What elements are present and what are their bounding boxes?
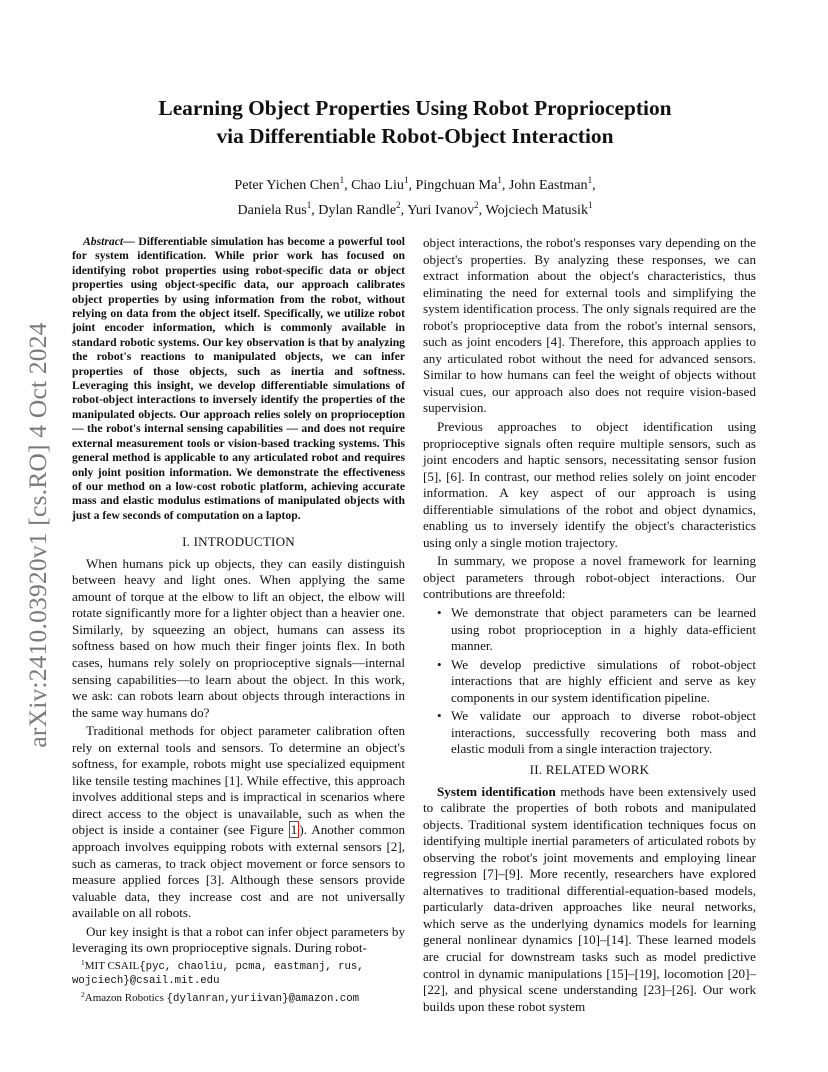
- intro-paragraph-3-continued: object interactions, the robot's responses vary depending on the object's properties. By analyzing these responses, we can extract information about the object's characteristics, thus eliminating the need for external tools and simplifying the system identification process. The only signals required are the robot's proprioceptive data from the robot's internal sensors, such as joint encoders [4]. Therefore, this approach applies to any articulated robot without the need for advanced sensors. Similar to how humans can feel the weight of objects without visual cues, our approach also does not require vision-based supervision.: [423, 235, 756, 416]
- left-column: [72, 235, 405, 959]
- list-item: • We demonstrate that object parameters can be learned using robot proprioception in a highly data-efficient manner.: [451, 605, 756, 655]
- footnotes: [72, 956, 405, 1006]
- abstract: Abstract— Differentiable simulation has become a powerful tool for system identification. While prior work has focused on identifying robot properties using robot-specific data or object properties using object-specific data, our approach calibrates object properties by using information from the robot, without relying on data from the object itself. Specifically, we utilize robot joint encoder information, which is commonly available in standard robotic systems. Our key observation is that by analyzing the robot's reactions to manipulated objects, we can infer properties of those objects, such as inertia and softness. Leveraging this insight, we develop differentiable simulations of robot-object interactions to inversely identify the properties of the manipulated objects. Our approach relies solely on proprioception — the robot's internal sensing capabilities — and does not require external measurement tools or vision-based tracking systems. This general method is applicable to any articulated robot and requires only joint position information. We demonstrate the effectiveness of our method on a low-cost robotic platform, achieving accurate mass and elastic modulus estimations of manipulated objects with just a few seconds of computation on a laptop.: [72, 235, 405, 522]
- author: Yuri Ivanov: [407, 201, 475, 218]
- author: Peter Yichen Chen: [234, 177, 340, 193]
- figure-link[interactable]: 1: [290, 822, 298, 838]
- list-item: • We validate our approach to diverse robot-object interactions, successfully recovering both mass and elastic moduli from a single interaction trajectory.: [451, 708, 756, 758]
- title-line-2: via Differentiable Robot-Object Interaction: [216, 124, 614, 148]
- intro-paragraph-3: Our key insight is that a robot can infer object parameters by leveraging its own proprioceptive signals. During robot-: [72, 923, 405, 956]
- email-list: {pyc, chaoliu, pcma, eastmanj, rus, wojciech}@csail.mit.edu: [72, 961, 364, 987]
- author: Wojciech Matusik: [485, 201, 589, 218]
- section-heading-related-work: II. RELATED WORK: [529, 761, 650, 777]
- title-line-1: Learning Object Properties Using Robot Proprioception: [158, 96, 672, 120]
- intro-paragraph-1: When humans pick up objects, they can easily distinguish between heavy and light ones. When applying the same amount of torque at the elbow to lift an object, the elbow will rotate significantly more for a lighter object than a heavier one. Similarly, by squeezing an object, humans can assess its softness based on how much their finger joints flex. In both cases, humans rely solely on proprioceptive signals—internal sensing capabilities—to learn about the object. In this work, we ask: can robots learn about objects through interactions in the same way humans do?: [72, 555, 405, 720]
- author-line-1: Peter Yichen Chen$^1$, Chao Liu$^1$, Pingchuan Ma$^1$, John Eastman$^1$,: [234, 175, 596, 193]
- author: Pingchuan Ma: [415, 177, 498, 193]
- intro-paragraph-5: In summary, we propose a novel framework for learning object parameters through robot-object interactions. Our contributions are threefold:: [423, 553, 756, 602]
- author: Dylan Randle: [318, 201, 397, 218]
- section-heading-introduction: I. INTRODUCTION: [182, 534, 295, 550]
- author: Chao Liu: [351, 177, 404, 193]
- intro-paragraph-4: Previous approaches to object identification using proprioceptive signals often require multiple sensors, such as joint encoders and haptic sensors, necessitating sensor fusion [5], [6]. In contrast, our method relies solely on joint encoder information. A key aspect of our approach is using differentiable simulations of the robot and object dynamics, enabling us to inversely identify the object's characteristics using only a single motion trajectory.: [423, 419, 756, 550]
- right-column: [423, 235, 756, 1017]
- contribution-list: [423, 605, 756, 758]
- author: John Eastman: [508, 177, 588, 193]
- intro-paragraph-2: Traditional methods for object parameter calibration often rely on external tools and sensors. To determine an object's softness, for example, robots might use specialized equipment like tensile testing machines [1]. While effective, this approach involves additional steps and is impractical in scenarios where direct access to the object is unavailable, such as when the object is inside a container (see Figure 1 ). Another common approach involves equipping robots with external sensors [2], such as cameras, to track object movement or force sensors to measure applied forces [3]. Although these sensors provide valuable data, they increase cost and are not universally available on all robots.: [72, 723, 405, 921]
- email-list: {dylanran,yuriivan}@amazon.com: [166, 993, 360, 1005]
- arxiv-identifier: arXiv:2410.03920v1 [cs.RO] 4 Oct 2024: [23, 322, 52, 748]
- paper-title: [90, 94, 740, 150]
- list-item: • We develop predictive simulations of robot-object interactions that are highly efficient and serve as key components in our system identification pipeline.: [451, 657, 756, 707]
- footnote-1: $^1$MIT CSAIL{pyc, chaoliu, pcma, eastmanj, rus, wojciech}@csail.mit.edu: [72, 958, 364, 987]
- author-list: [90, 171, 740, 220]
- author-line-2: Daniela Rus$^1$, Dylan Randle$^2$, Yuri Ivanov$^2$, Wojciech Matusik$^1$: [237, 199, 593, 218]
- related-paragraph-1: System identification methods have been extensively used to calibrate the properties of both robots and manipulated objects. Traditional system identification techniques focus on identifying multiple inertial parameters of articulated robots by observing the robot's joint movements and employing linear regression [7]–[9]. More recently, researchers have explored alternatives to traditional differential-equation-based models, particularly data-driven approaches like neural networks, which serve as the underlying dynamics models for learning general nonlinear dynamics [10]–[14]. These learned models are crucial for downstream tasks such as model predictive control in dynamic manipulations [15]–[19], locomotion [20]–[22], and physical scene understanding [23]–[26]. Our work builds upon these robot system: [423, 783, 756, 1014]
- author: Daniela Rus: [237, 201, 307, 218]
- footnote-2: $^2$Amazon Robotics {dylanran,yuriivan}@amazon.com: [81, 990, 360, 1005]
